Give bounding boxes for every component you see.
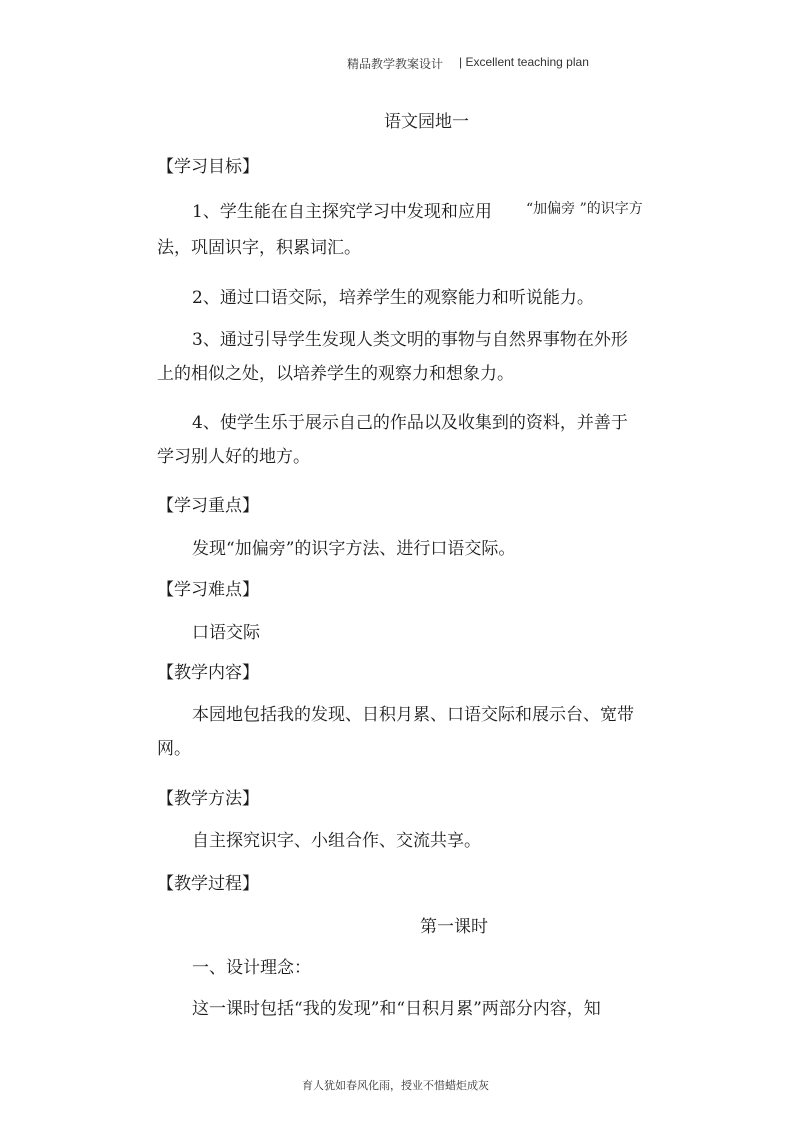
lesson-title: 第一课时 [420,917,488,937]
goal-3-line-1: 3、通过引导学生发现人类文明的事物与自然界事物在外形 [192,330,628,350]
method-text: 自主探究识字、小组合作、交流共享。 [192,831,481,851]
lesson-part-1-text: 这一课时包括“我的发现”和“日积月累”两部分内容，知 [192,999,601,1019]
goal-1-line-2: 法，巩固识字，积累词汇。 [157,238,361,258]
section-method-heading: 【教学方法】 [157,789,259,809]
goal-3-line-2: 上的相似之处，以培养学生的观察力和想象力。 [157,364,514,384]
section-process-heading: 【教学过程】 [157,874,259,894]
content-text-line-1: 本园地包括我的发现、日积月累、口语交际和展示台、宽带 [192,705,634,725]
content-text-line-2: 网。 [157,739,191,759]
section-goals-heading: 【学习目标】 [157,157,259,177]
footer-motto: 育人犹如春风化雨，授业不惜蜡炬成灰 [302,1079,489,1092]
goal-1-line-1-tail: “加偏旁 ”的识字方 [526,201,643,217]
goal-4-line-1: 4、使学生乐于展示自己的作品以及收集到的资料，并善于 [192,413,628,433]
goal-1-line-1: 1、学生能在自主探究学习中发现和应用 [192,202,492,222]
difficulty-text: 口语交际 [192,623,260,643]
section-key-heading: 【学习重点】 [157,496,259,516]
section-content-heading: 【教学内容】 [157,663,259,683]
header-english: | Excellent teaching plan [459,55,589,69]
section-difficulty-heading: 【学习难点】 [157,580,259,600]
goal-4-line-2: 学习别人好的地方。 [157,447,310,467]
lesson-part-1-heading: 一、设计理念： [192,958,311,978]
document-title: 语文园地一 [384,112,469,132]
goal-2: 2、通过口语交际，培养学生的观察能力和听说能力。 [192,288,594,308]
header-chinese: 精品教学教案设计 [347,57,444,71]
key-text: 发现“加偏旁”的识字方法、进行口语交际。 [192,539,516,559]
